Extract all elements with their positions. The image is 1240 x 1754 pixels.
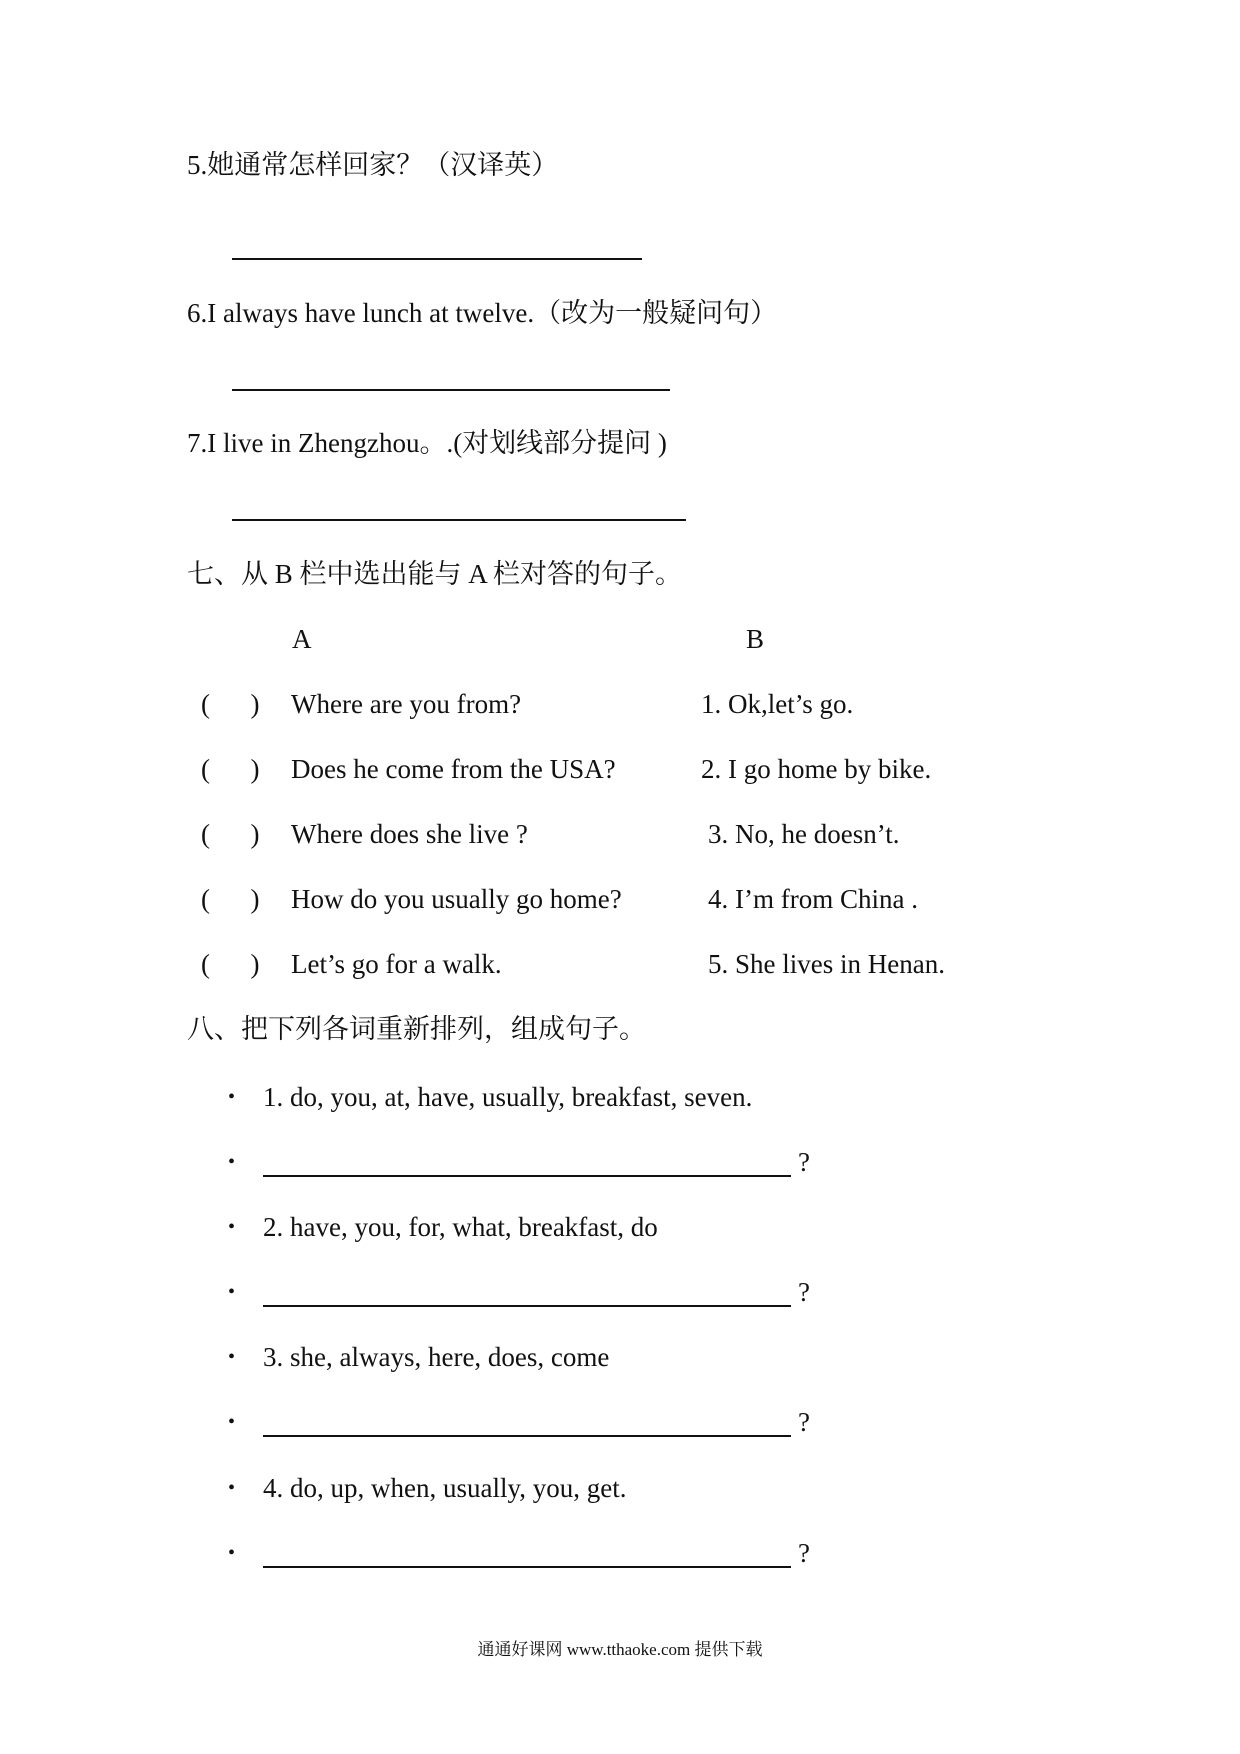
- question-mark: ?: [798, 1147, 810, 1177]
- bullet-icon: •: [228, 1542, 236, 1564]
- section-7-heading: 七、从 B 栏中选出能与 A 栏对答的句子。: [187, 559, 683, 589]
- answer-blank-8-2[interactable]: [263, 1305, 791, 1307]
- question-mark: ?: [798, 1538, 810, 1568]
- a-item-1: Where are you from?: [291, 689, 522, 719]
- column-b-label: B: [746, 624, 765, 654]
- answer-blank-8-4[interactable]: [263, 1566, 791, 1568]
- bullet-icon: •: [228, 1281, 236, 1303]
- b-item-5: 5. She lives in Henan.: [708, 949, 945, 979]
- section-8-heading: 八、把下列各词重新排列，组成句子。: [187, 1014, 646, 1044]
- a-item-5: Let’s go for a walk.: [291, 949, 502, 979]
- question-mark: ?: [798, 1407, 810, 1437]
- a-item-3: Where does she live ?: [291, 819, 528, 849]
- b-item-4: 4. I’m from China .: [708, 884, 918, 914]
- question-mark: ?: [798, 1277, 810, 1307]
- column-a-label: A: [292, 624, 312, 654]
- question-5: 5.她通常怎样回家？（汉译英）: [187, 150, 559, 180]
- a-item-4: How do you usually go home?: [291, 884, 622, 914]
- match-blank-5[interactable]: ( ): [201, 949, 260, 979]
- question-6: 6.I always have lunch at twelve.（改为一般疑问句）: [187, 298, 778, 328]
- match-blank-3[interactable]: ( ): [201, 819, 260, 849]
- match-blank-1[interactable]: ( ): [201, 689, 260, 719]
- answer-blank-8-3[interactable]: [263, 1435, 791, 1437]
- bullet-icon: •: [228, 1411, 236, 1433]
- b-item-1: 1. Ok,let’s go.: [701, 689, 854, 719]
- bullet-icon: •: [228, 1477, 236, 1499]
- answer-blank-5[interactable]: [232, 258, 642, 260]
- answer-blank-6[interactable]: [232, 389, 670, 391]
- bullet-icon: •: [228, 1151, 236, 1173]
- a-item-2: Does he come from the USA?: [291, 754, 616, 784]
- reorder-item-4: 4. do, up, when, usually, you, get.: [263, 1473, 627, 1503]
- match-blank-2[interactable]: ( ): [201, 754, 260, 784]
- bullet-icon: •: [228, 1086, 236, 1108]
- b-item-3: 3. No, he doesn’t.: [708, 819, 900, 849]
- question-7: 7.I live in Zhengzhou。.(对划线部分提问 ): [187, 428, 667, 458]
- reorder-item-2: 2. have, you, for, what, breakfast, do: [263, 1212, 658, 1242]
- answer-blank-7[interactable]: [232, 519, 686, 521]
- match-blank-4[interactable]: ( ): [201, 884, 260, 914]
- bullet-icon: •: [228, 1346, 236, 1368]
- footer-credit: 通通好课网 www.tthaoke.com 提供下载: [477, 1640, 763, 1659]
- reorder-item-1: 1. do, you, at, have, usually, breakfast, seven.: [263, 1082, 753, 1112]
- answer-blank-8-1[interactable]: [263, 1175, 791, 1177]
- reorder-item-3: 3. she, always, here, does, come: [263, 1342, 610, 1372]
- bullet-icon: •: [228, 1216, 236, 1238]
- b-item-2: 2. I go home by bike.: [701, 754, 932, 784]
